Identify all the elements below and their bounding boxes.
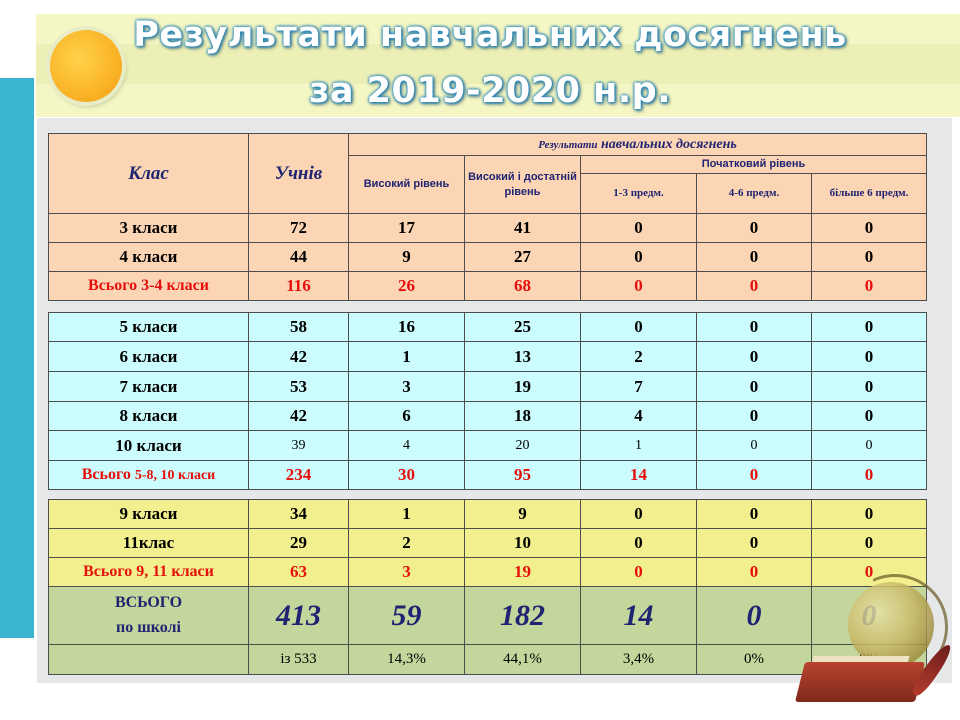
cell-value: 0 [697, 402, 812, 431]
sun-icon [50, 30, 122, 102]
cell-value: 0 [581, 500, 697, 529]
cell-value: 20 [465, 431, 581, 461]
header-high-sufficient-level: Високий і достатній рівень [465, 156, 581, 214]
row-label-total: Всього 9, 11 класи [49, 558, 249, 587]
grand-total-label-line1: ВСЬОГО [114, 593, 183, 611]
cell-value: 1 [349, 500, 465, 529]
table-row [49, 372, 927, 402]
cell-value: 0 [812, 500, 927, 529]
cell-value: 0 [581, 313, 697, 342]
row-label: 5 класи [49, 313, 249, 342]
grand-total-value: 59 [349, 587, 465, 645]
grand-total-value: 413 [249, 587, 349, 645]
cell-value: 234 [249, 461, 349, 490]
header-sub-4-6: 4-6 предм. [697, 174, 812, 214]
table-row [49, 214, 927, 243]
percent-value: 44,1% [465, 645, 581, 675]
cell-value: 0 [697, 500, 812, 529]
cell-value: 10 [465, 529, 581, 558]
row-label-total: Всього 3-4 класи [49, 272, 249, 301]
cell-value: 0 [812, 272, 927, 301]
percent-value: 0% [697, 645, 812, 675]
cell-value: 1 [349, 342, 465, 372]
cell-value: 0 [697, 372, 812, 402]
cell-value: 0 [581, 529, 697, 558]
row-label: 4 класи [49, 243, 249, 272]
cell-value: 25 [465, 313, 581, 342]
cell-value: 58 [249, 313, 349, 342]
cell-value: 0 [697, 272, 812, 301]
table-row-grand-total [49, 587, 927, 645]
cell-value: 18 [465, 402, 581, 431]
cell-value: 0 [697, 558, 812, 587]
table-row [49, 500, 927, 529]
cell-value: 3 [349, 372, 465, 402]
cell-value: 0 [812, 461, 927, 490]
cell-value: 0 [812, 372, 927, 402]
row-label: 11клас [49, 529, 249, 558]
header-initial-level: Початковий рівень [581, 156, 927, 174]
percent-value: 14,3% [349, 645, 465, 675]
cell-value: 19 [465, 372, 581, 402]
cell-value: 63 [249, 558, 349, 587]
cell-value: 13 [465, 342, 581, 372]
header-results-prefix: Результати [538, 138, 598, 151]
cell-value: 1 [581, 431, 697, 461]
cell-value: 53 [249, 372, 349, 402]
table-row-total [49, 558, 927, 587]
table-row [49, 529, 927, 558]
cell-value: 17 [349, 214, 465, 243]
cell-value: 0 [581, 243, 697, 272]
table-row [49, 243, 927, 272]
row-label: 3 класи [49, 214, 249, 243]
results-table-middle [48, 312, 927, 490]
header-results-main: навчальних досягнень [601, 136, 737, 152]
table-row [49, 313, 927, 342]
cell-value: 0 [812, 313, 927, 342]
cell-value: 0 [697, 529, 812, 558]
cell-value: 4 [581, 402, 697, 431]
cell-value: 116 [249, 272, 349, 301]
cell-value: 2 [349, 529, 465, 558]
cell-value: 4 [349, 431, 465, 461]
books-icon [795, 662, 925, 702]
cell-value: 0 [812, 214, 927, 243]
row-label-total-b: 5-8, 10 класи [134, 468, 216, 483]
cell-value: 0 [697, 214, 812, 243]
cell-value: 19 [465, 558, 581, 587]
cell-value: 16 [349, 313, 465, 342]
percent-value: із 533 [249, 645, 349, 675]
cell-value: 41 [465, 214, 581, 243]
cell-value: 42 [249, 402, 349, 431]
cell-value: 0 [581, 214, 697, 243]
row-label-total [49, 461, 249, 490]
cell-value: 0 [581, 272, 697, 301]
cell-value: 2 [581, 342, 697, 372]
table-row [49, 431, 927, 461]
cell-value: 42 [249, 342, 349, 372]
cell-value: 0 [581, 558, 697, 587]
cell-value: 39 [249, 431, 349, 461]
row-label-empty [49, 645, 249, 675]
grand-total-label [49, 587, 249, 645]
row-label: 7 класи [49, 372, 249, 402]
table-row-total [49, 461, 927, 490]
cell-value: 6 [349, 402, 465, 431]
cell-value: 95 [465, 461, 581, 490]
results-table-primary [48, 133, 927, 301]
cell-value: 0 [812, 243, 927, 272]
cell-value: 27 [465, 243, 581, 272]
slide-title-line1: Результати навчальних досягнень [133, 15, 847, 55]
row-label: 10 класи [49, 431, 249, 461]
cell-value: 26 [349, 272, 465, 301]
table-row [49, 342, 927, 372]
cell-value: 44 [249, 243, 349, 272]
row-label: 9 класи [49, 500, 249, 529]
slide-title-line2: за 2019-2020 н.р. [308, 71, 671, 111]
cell-value: 0 [812, 402, 927, 431]
table-row [49, 402, 927, 431]
cell-value: 0 [697, 342, 812, 372]
cell-value: 72 [249, 214, 349, 243]
header-students: Учнів [249, 134, 349, 214]
header-sub-more-6: більше 6 предм. [812, 174, 927, 214]
cell-value: 7 [581, 372, 697, 402]
header-sub-1-3: 1-3 предм. [581, 174, 697, 214]
grand-total-value: 14 [581, 587, 697, 645]
percent-value: 3,4% [581, 645, 697, 675]
cell-value: 30 [349, 461, 465, 490]
cell-value: 0 [812, 529, 927, 558]
cell-value: 0 [697, 461, 812, 490]
results-table-senior [48, 499, 927, 675]
row-label: 8 класи [49, 402, 249, 431]
cell-value: 34 [249, 500, 349, 529]
grand-total-value: 182 [465, 587, 581, 645]
header-high-level: Високий рівень [349, 156, 465, 214]
header-results [349, 134, 927, 156]
cell-value: 9 [349, 243, 465, 272]
cell-value: 0 [812, 431, 927, 461]
cell-value: 0 [697, 431, 812, 461]
row-label: 6 класи [49, 342, 249, 372]
cell-value: 3 [349, 558, 465, 587]
cell-value: 0 [812, 342, 927, 372]
left-accent-bar [0, 78, 34, 638]
header-class: Клас [49, 134, 249, 214]
grand-total-value: 0 [697, 587, 812, 645]
cell-value: 0 [697, 313, 812, 342]
table-row-total [49, 272, 927, 301]
row-label-total-a: Всього [81, 466, 135, 483]
cell-value: 0 [812, 558, 927, 587]
cell-value: 29 [249, 529, 349, 558]
cell-value: 14 [581, 461, 697, 490]
table-row-percent [49, 645, 927, 675]
grand-total-label-line2: по школі [116, 618, 181, 636]
cell-value: 0 [697, 243, 812, 272]
cell-value: 9 [465, 500, 581, 529]
cell-value: 68 [465, 272, 581, 301]
